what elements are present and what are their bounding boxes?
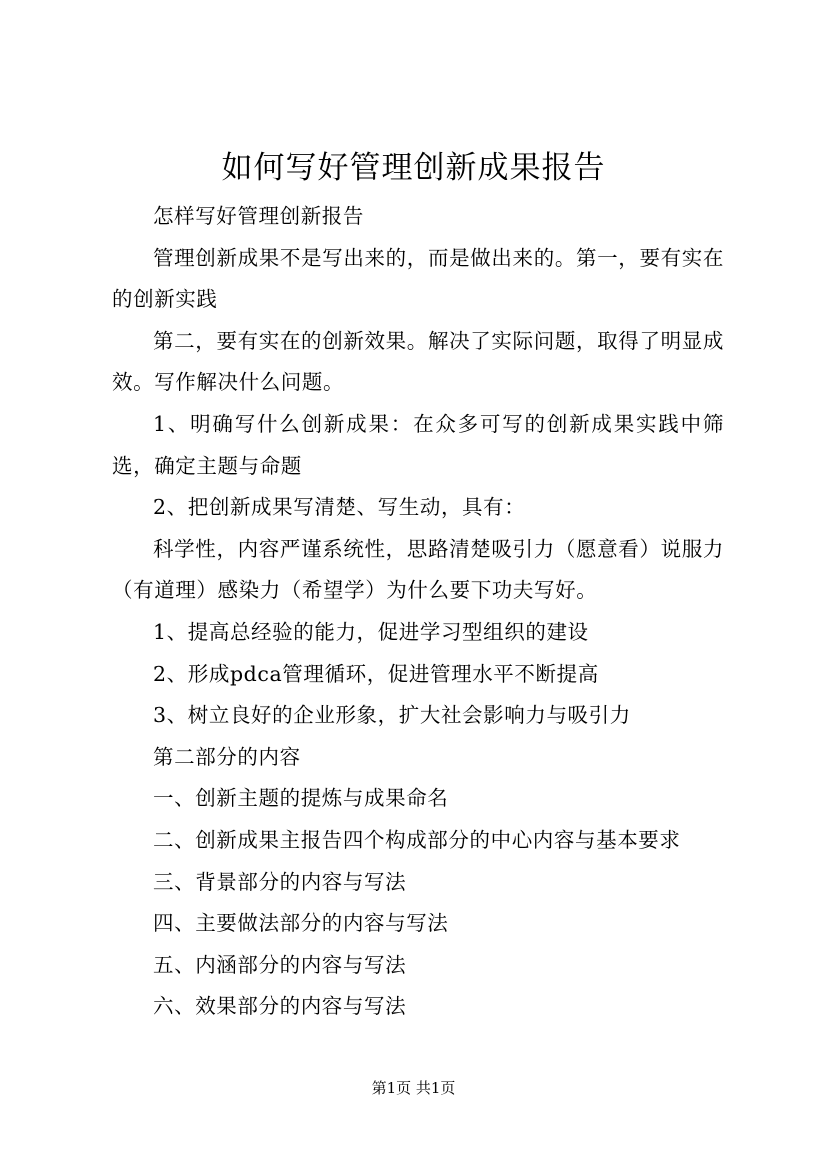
page-footer: 第1页 共1页	[371, 1079, 456, 1097]
paragraph: 三、背景部分的内容与写法	[153, 869, 407, 894]
paragraph: 2、形成pdca管理循环，促进管理水平不断提高	[153, 661, 599, 686]
paragraph: 1、明确写什么创新成果：在众多可写的创新成果实践中筛选，确定主题与命题	[112, 411, 724, 478]
paragraph: 五、内涵部分的内容与写法	[153, 952, 407, 977]
paragraph: 六、效果部分的内容与写法	[153, 994, 407, 1019]
paragraph: 一、创新主题的提炼与成果命名	[153, 786, 449, 811]
paragraph: 二、创新成果主报告四个构成部分的中心内容与基本要求	[153, 827, 681, 852]
paragraph: 3、树立良好的企业形象，扩大社会影响力与吸引力	[153, 703, 631, 728]
paragraph: 怎样写好管理创新报告	[153, 204, 364, 228]
document-title: 如何写好管理创新成果报告	[221, 150, 606, 186]
paragraph: 第二部分的内容	[153, 744, 301, 769]
paragraph: 四、主要做法部分的内容与写法	[153, 911, 449, 936]
paragraph: 2、把创新成果写清楚、写生动，具有：	[153, 495, 526, 520]
paragraph: 管理创新成果不是写出来的，而是做出来的。第一，要有实在的创新实践	[112, 245, 724, 312]
paragraph: 第二，要有实在的创新效果。解决了实际问题，取得了明显成效。写作解决什么问题。	[112, 328, 724, 395]
paragraph: 科学性，内容严谨系统性，思路清楚吸引力（愿意看）说服力（有道理）感染力（希望学）为什么要下功夫写好。	[112, 536, 724, 603]
document-body	[112, 196, 724, 1028]
paragraph: 1、提高总经验的能力，促进学习型组织的建设	[153, 619, 589, 644]
